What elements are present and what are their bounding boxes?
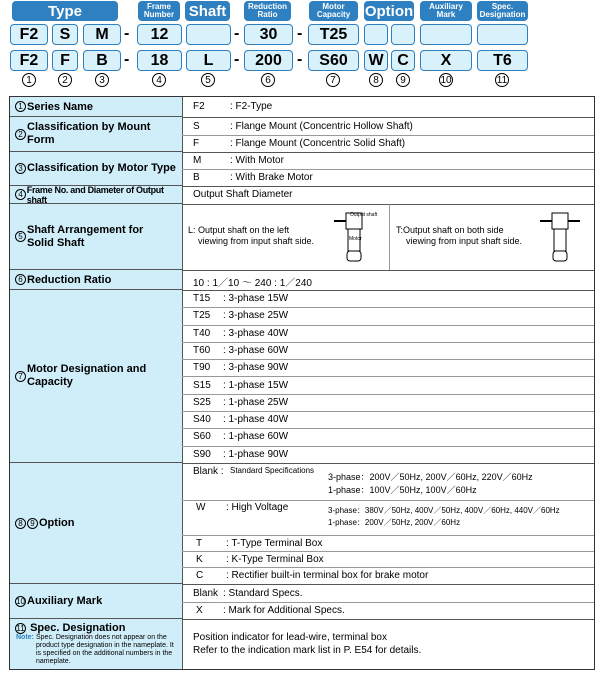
code-value: M — [193, 155, 202, 166]
label-motor-type — [10, 152, 182, 186]
shaft-divider — [389, 204, 390, 270]
note-text: Spec. Designation does not appear on the product type designation in the nameplate. It is specified on the additional numbers in the nameplate. — [36, 634, 174, 665]
code-series-1: F2 — [10, 24, 48, 45]
label-reduction-ratio — [10, 270, 182, 290]
label-text: Classification by Motor Type — [27, 162, 176, 174]
circled-number: 8 — [369, 73, 383, 87]
label-text: Series Name — [27, 100, 94, 113]
circled-number: 10 — [440, 75, 452, 86]
chip-motor-capacity: Motor Capacity — [309, 1, 358, 21]
figure-label: Motor — [349, 236, 362, 242]
motor-desc: : 3-phase 25W — [223, 310, 289, 322]
motor-code: T25 — [193, 310, 211, 322]
desc-value: 3-phase：380V／50Hz, 400V／50Hz, 400V／60Hz, 440V／60Hz — [328, 506, 560, 515]
motor-desc: : 1-phase 60W — [223, 431, 289, 443]
circled-number: 7 — [326, 73, 340, 87]
chip-shaft: Shaft — [185, 1, 230, 21]
code-series-2: F2 — [10, 50, 48, 71]
circled-number: 5 — [15, 231, 26, 242]
label-frame-no — [10, 186, 182, 204]
label-text: Classification by Mount Form — [27, 121, 151, 146]
code-value: S — [193, 121, 200, 132]
label-auxiliary-mark — [10, 584, 182, 619]
motor-code: S90 — [193, 448, 211, 460]
desc-value: : Standard Specs. — [223, 588, 303, 599]
code-value: K — [196, 554, 203, 565]
circled-number: 11 — [16, 623, 25, 633]
code-shaft-2: L — [186, 50, 231, 71]
motor-desc: : 1-phase 40W — [223, 414, 289, 426]
separator-dash: - — [297, 25, 303, 42]
code-motor-1: T25 — [308, 24, 359, 45]
code-motor-2: S60 — [308, 50, 359, 71]
chip-reduction-ratio: Reduction Ratio — [244, 1, 291, 21]
code-motor-type-1: M — [83, 24, 121, 45]
specification-table — [9, 96, 595, 670]
desc-value: : With Motor — [230, 155, 284, 166]
desc-value: : Rectifier built-in terminal box for brake motor — [226, 570, 429, 581]
figure-label: Output shaft — [350, 212, 378, 218]
code-value: T — [196, 538, 203, 549]
code-option8-1 — [364, 24, 388, 45]
circled-number: 2 — [15, 129, 26, 140]
desc-value: 10 : 1／10 ～ 240 : 1／240 — [193, 278, 312, 289]
circled-number: 7 — [15, 371, 26, 382]
chip-auxiliary-mark: Auxiliary Mark — [420, 1, 472, 21]
circled-number: 8 — [15, 518, 26, 529]
desc-value: Refer to the indication mark list in P. E54 for details. — [193, 645, 422, 656]
circled-number: 11 — [496, 75, 508, 86]
circled-number: 4 — [15, 189, 26, 200]
circled-number: 3 — [15, 163, 26, 174]
code-aux-2: X — [420, 50, 472, 71]
circled-number: 2 — [58, 73, 72, 87]
note-heading: Note: — [16, 634, 34, 641]
chip-spec-designation: Spec. Designation — [477, 1, 528, 21]
chip-type: Type — [12, 1, 118, 21]
motor-desc: : 3-phase 90W — [223, 362, 289, 374]
circled-number: 3 — [95, 73, 109, 87]
desc-value: : K-Type Terminal Box — [226, 554, 324, 565]
circled-number: 4 — [152, 73, 166, 87]
label-option — [10, 463, 182, 584]
shaft-right-text: T:Output shaft on both side viewing from input shaft side. — [396, 225, 523, 246]
circled-number: 1 — [15, 101, 26, 112]
code-mount-2: F — [52, 50, 78, 71]
code-value: W — [196, 502, 206, 513]
label-text: Motor Designation and Capacity — [27, 363, 147, 388]
code-value: F2 — [193, 101, 205, 112]
label-text: Reduction Ratio — [27, 273, 112, 286]
code-value: X — [196, 605, 203, 616]
code-frame-1: 12 — [137, 24, 182, 45]
chip-option: Option — [364, 2, 414, 20]
desc-value: : Flange Mount (Concentric Hollow Shaft) — [230, 121, 413, 132]
motor-desc: : 1-phase 15W — [223, 379, 289, 391]
code-value: B — [193, 172, 200, 183]
code-option8-2: W — [364, 50, 388, 71]
circled-number: 10 — [16, 596, 25, 606]
shaft-left-diagram — [330, 209, 386, 267]
motor-code: S25 — [193, 396, 211, 408]
separator-dash: - — [124, 25, 130, 42]
desc-value: : Flange Mount (Concentric Solid Shaft) — [230, 138, 406, 149]
code-frame-2: 18 — [137, 50, 182, 71]
code-motor-type-2: B — [83, 50, 121, 71]
motor-code: T90 — [193, 362, 211, 374]
desc-value: 1-phase：200V／50Hz, 200V／60Hz — [328, 518, 461, 527]
code-value: Blank — [193, 588, 219, 599]
circled-number: 5 — [201, 73, 215, 87]
desc-value: : High Voltage — [226, 502, 289, 513]
code-value: Blank : — [193, 466, 224, 477]
motor-code: S40 — [193, 414, 211, 426]
desc-value: : With Brake Motor — [230, 172, 313, 183]
separator-dash: - — [297, 51, 303, 68]
separator-dash: - — [234, 51, 240, 68]
motor-code: S15 — [193, 379, 211, 391]
desc-value: : F2-Type — [230, 101, 273, 112]
code-value: C — [196, 570, 204, 581]
label-series-name — [10, 97, 182, 117]
label-text: Shaft Arrangement for Solid Shaft — [27, 223, 144, 249]
motor-desc: : 3-phase 60W — [223, 344, 289, 356]
label-motor-designation — [10, 290, 182, 463]
circled-number: 6 — [261, 73, 275, 87]
label-mount-form — [10, 117, 182, 152]
chip-frame-number: Frame Number — [138, 1, 180, 21]
motor-code: T15 — [193, 293, 211, 304]
circled-number: 9 — [27, 518, 38, 529]
shaft-both-diagram — [536, 209, 592, 267]
label-text: Spec. Designation — [30, 622, 126, 634]
code-ratio-2: 200 — [244, 50, 293, 71]
motor-code: T40 — [193, 327, 211, 339]
label-text: Frame No. and Diameter of Output shaft — [26, 184, 164, 205]
label-text: Option — [39, 517, 75, 529]
code-shaft-1 — [186, 24, 231, 45]
motor-code: T60 — [193, 344, 211, 356]
code-ratio-1: 30 — [244, 24, 293, 45]
motor-desc: : 1-phase 90W — [223, 448, 289, 460]
desc-value: : Mark for Additional Specs. — [223, 605, 345, 616]
motor-desc: : 1-phase 25W — [223, 396, 289, 408]
circled-number: 6 — [15, 274, 26, 285]
separator-dash: - — [124, 51, 130, 68]
shaft-left-text: L: Output shaft on the left viewing from input shaft side. — [188, 225, 315, 246]
motor-desc: : 3-phase 40W — [223, 327, 289, 339]
label-shaft-arrangement — [10, 204, 182, 270]
desc-value: : T-Type Terminal Box — [226, 538, 323, 549]
code-mount-1: S — [52, 24, 78, 45]
code-spec-1 — [477, 24, 528, 45]
circled-number: 1 — [22, 73, 36, 87]
desc-value: Position indicator for lead-wire, terminal box — [193, 632, 387, 643]
code-option9-2: C — [391, 50, 415, 71]
desc-value: Standard Specifications — [230, 466, 315, 475]
motor-desc: : 3-phase 15W — [223, 293, 289, 304]
circled-number: 9 — [396, 73, 410, 87]
code-value: F — [193, 138, 200, 149]
motor-code: S60 — [193, 431, 211, 443]
code-spec-2: T6 — [477, 50, 528, 71]
label-text: Auxiliary Mark — [27, 595, 103, 607]
desc-value: 3-phase：200V／50Hz, 200V／60Hz, 220V／60Hz — [328, 472, 533, 482]
code-option9-1 — [391, 24, 415, 45]
desc-value: Output Shaft Diameter — [193, 189, 293, 200]
desc-value: 1-phase：100V／50Hz, 100V／60Hz — [328, 485, 477, 495]
code-aux-1 — [420, 24, 472, 45]
separator-dash: - — [234, 25, 240, 42]
